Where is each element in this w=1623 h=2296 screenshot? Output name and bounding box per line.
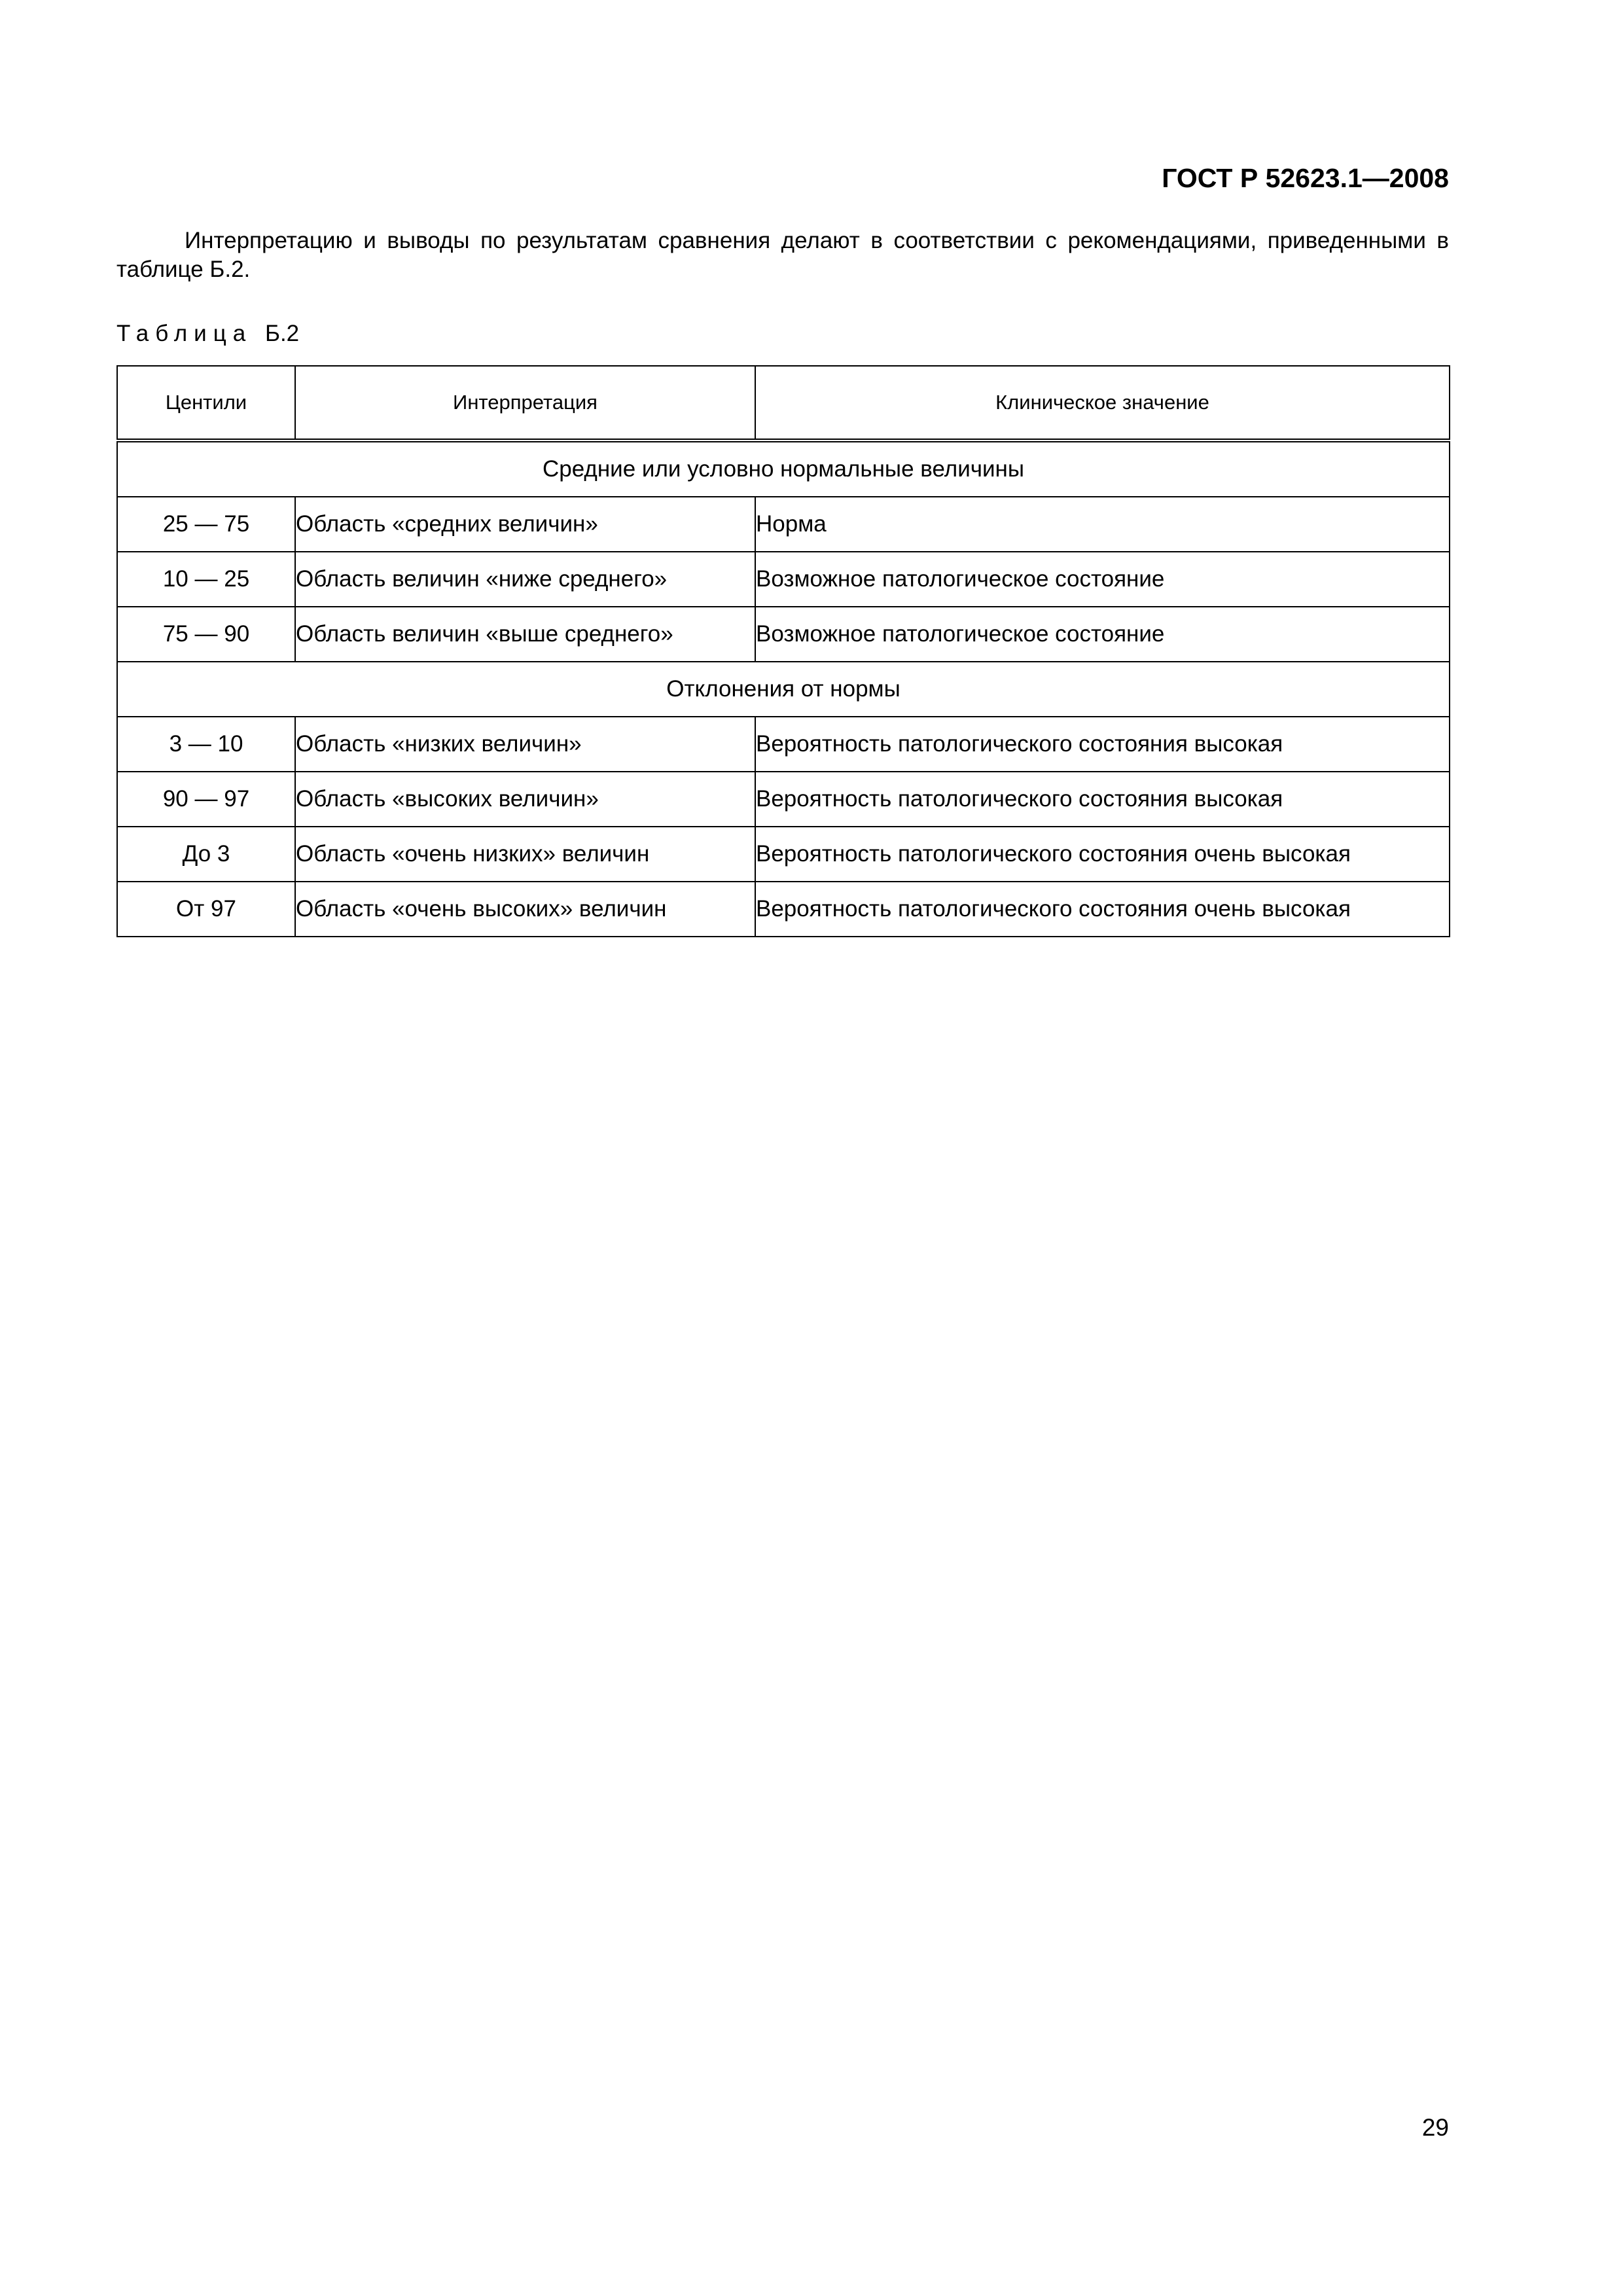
cell-clinical: Вероятность патологического состояния высокая: [755, 772, 1450, 827]
header-clinical-significance: Клиническое значение: [755, 366, 1450, 440]
cell-clinical: Норма: [755, 497, 1450, 552]
cell-interpretation: Область «очень высоких» величин: [295, 882, 755, 937]
document-header-id: ГОСТ Р 52623.1—2008: [1162, 163, 1449, 193]
header-centiles: Центили: [117, 366, 295, 440]
cell-clinical: Вероятность патологического состояния высокая: [755, 717, 1450, 772]
table-row: [117, 772, 1450, 827]
table-row: [117, 827, 1450, 882]
table-caption-number: Б.2: [264, 321, 300, 346]
cell-centiles: От 97: [117, 882, 295, 937]
section-title-deviations: Отклонения от нормы: [117, 662, 1450, 717]
cell-centiles: 75 — 90: [117, 607, 295, 662]
cell-interpretation: Область «низких величин»: [295, 717, 755, 772]
cell-interpretation: Область «высоких величин»: [295, 772, 755, 827]
cell-clinical: Возможное патологическое состояние: [755, 607, 1450, 662]
cell-centiles: До 3: [117, 827, 295, 882]
page-number: 29: [1421, 2114, 1449, 2141]
header-interpretation: Интерпретация: [295, 366, 755, 440]
cell-centiles: 90 — 97: [117, 772, 295, 827]
table-row: [117, 552, 1450, 607]
table-row: [117, 497, 1450, 552]
interpretation-table: [116, 365, 1450, 937]
section-row: [117, 662, 1450, 717]
cell-centiles: 25 — 75: [117, 497, 295, 552]
cell-interpretation: Область «средних величин»: [295, 497, 755, 552]
cell-interpretation: Область величин «выше среднего»: [295, 607, 755, 662]
cell-clinical: Возможное патологическое состояние: [755, 552, 1450, 607]
cell-interpretation: Область «очень низких» величин: [295, 827, 755, 882]
intro-paragraph: Интерпретацию и выводы по результатам сравнения делают в соответствии с рекомендациями, приведенными в таблице Б.2.: [116, 228, 1449, 282]
cell-centiles: 10 — 25: [117, 552, 295, 607]
table-header-row: [117, 366, 1450, 440]
cell-interpretation: Область величин «ниже среднего»: [295, 552, 755, 607]
cell-centiles: 3 — 10: [117, 717, 295, 772]
cell-clinical: Вероятность патологического состояния очень высокая: [755, 827, 1450, 882]
table-caption: [116, 319, 299, 348]
table-row: [117, 607, 1450, 662]
table-row: [117, 717, 1450, 772]
table-caption-label: Таблица: [116, 321, 253, 346]
table-row: [117, 882, 1450, 937]
cell-clinical: Вероятность патологического состояния очень высокая: [755, 882, 1450, 937]
section-title-normal: Средние или условно нормальные величины: [117, 440, 1450, 497]
section-row: [117, 440, 1450, 497]
